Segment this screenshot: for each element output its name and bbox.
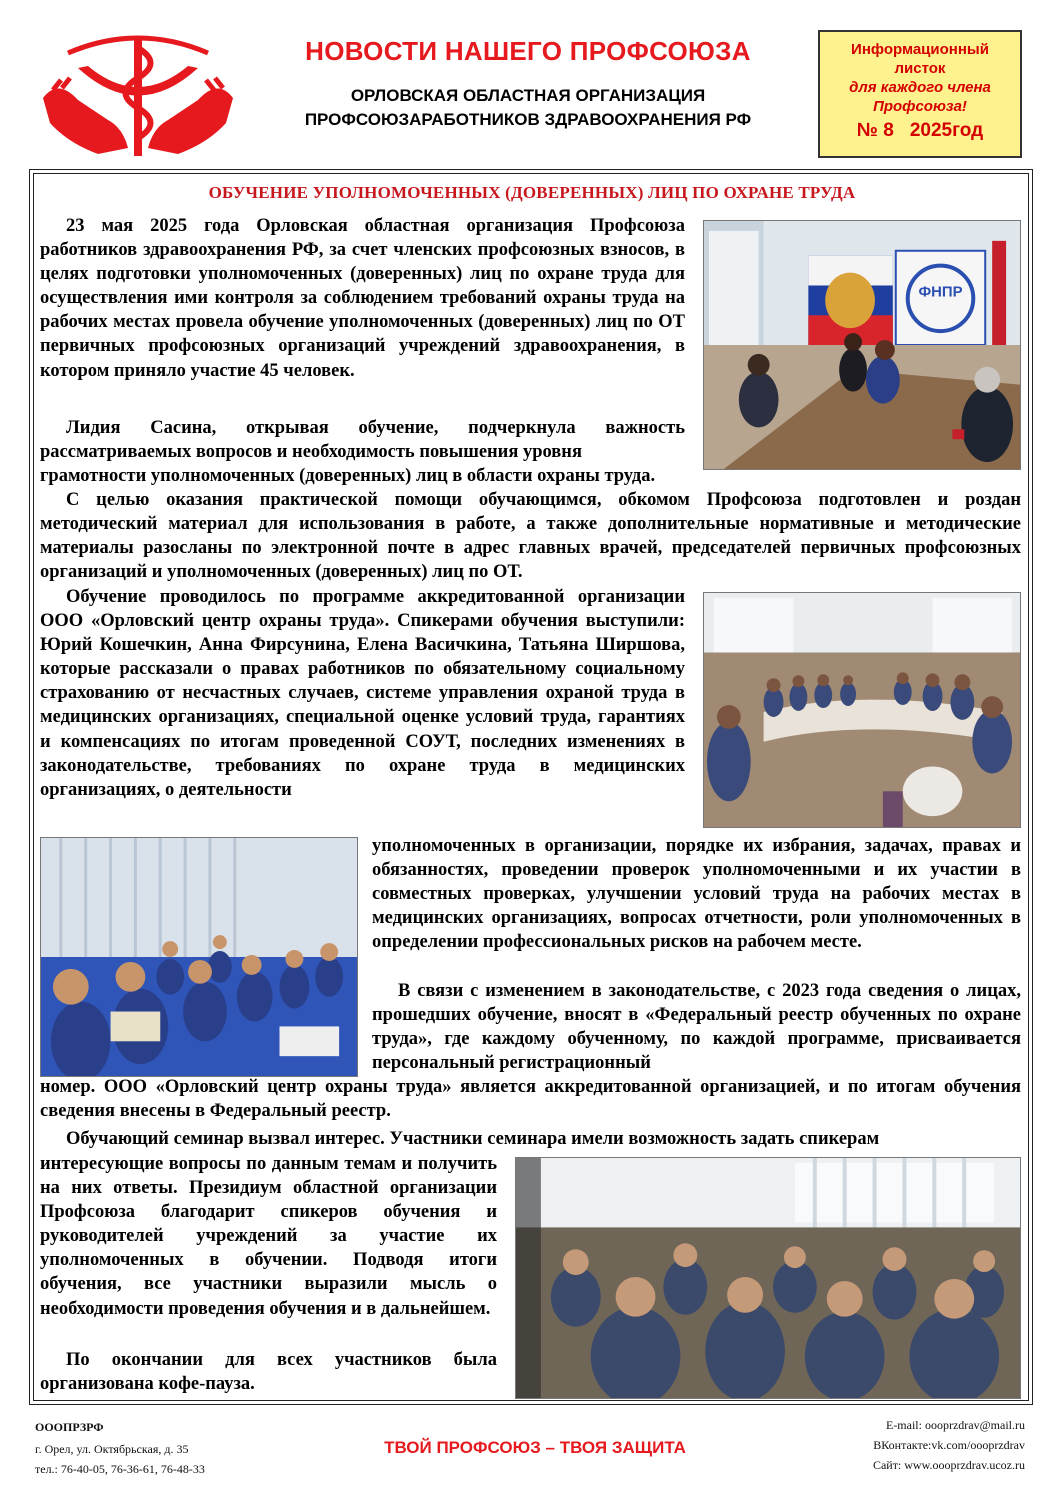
footer-vk-link: ВКонтакте:vk.com/oooprzdrav [873, 1438, 1025, 1452]
footer-org-name: ОООПРЗРФ [35, 1420, 104, 1434]
footer-site-link: Сайт: www.oooprzdrav.ucoz.ru [872, 1458, 1025, 1472]
paragraph-5b: номер. ООО «Орловский центр охраны труда» является аккредитованной организацией, и по итогам обучения сведения внесены в Федеральный реестр. [40, 1077, 1021, 1122]
paragraph-6a: Обучающий семинар вызвал интерес. Участники семинара имели возможность задать спикерам [66, 1129, 880, 1149]
footer-email: E-mail: oooprzdrav@mail.ru [885, 1418, 1025, 1432]
paragraph-1: 23 мая 2025 года Орловская областная организация Профсоюза работников здравоохранения РФ, за счет членских профсоюзных взносов, в целях подготовки уполномоченных (доверенных) лиц по охране труда для осуществления ими контроля за соблюдением требований охраны труда на рабочих местах провела обучение уполномоченных (доверенных) лиц по ОТ первичных профсоюзных организаций учреждений здравоохранения, в котором приняло участие 45 человек. [40, 216, 685, 381]
paragraph-3: С целью оказания практической помощи обучающимся, обкомом Профсоюза подготовлен и роздан методический материал для использования в работе, а также дополнительные нормативные и методические материалы разосланы по электронной почте в адрес главных врачей, председателей первичных профсоюзных организаций и уполномоченных (доверенных) лиц по ОТ. [40, 490, 1021, 583]
issue-number: № 8 [856, 120, 894, 141]
infobox-line3: для каждого члена [849, 79, 991, 96]
paragraph-5a: В связи с изменением в законодательстве, с 2023 года сведения о лицах, прошедших обучение, вносят в «Федеральный реестр обученных по охране труда», где каждому обученному, по каждой программе, присваивается персональный регистрационный [372, 981, 1021, 1074]
infobox-line2: листок [894, 60, 946, 77]
meeting-photo-presidium [703, 220, 1021, 470]
paragraph-4b: уполномоченных в организации, порядке их избрания, задачах, правах и обязанностях, проведении проверок уполномоченными и их участии в совместных проверках, улучшении условий труда на рабочих местах в медицинских организациях, вопросах отчетности, роли уполномоченных в определении профессиональных рисков на рабочем месте. [372, 836, 1021, 953]
seminar-audience-photo-3 [515, 1157, 1021, 1399]
issue-number-year [820, 118, 1020, 144]
organization-name-line2: ПРОФСОЮЗАРАБОТНИКОВ ЗДРАВООХРАНЕНИЯ РФ [304, 110, 752, 129]
paragraph-2b: грамотности уполномоченных (доверенных) лиц в области охраны труда. [40, 466, 656, 486]
footer-address: г. Орел, ул. Октябрьская, д. 35 [35, 1442, 189, 1456]
article-title: ОБУЧЕНИЕ УПОЛНОМОЧЕННЫХ (ДОВЕРЕННЫХ) ЛИЦ ПО ОХРАНЕ ТРУДА [208, 183, 856, 202]
footer-slogan: ТВОЙ ПРОФСОЮЗ – ТВОЯ ЗАЩИТА [384, 1438, 686, 1457]
fnpr-banner-text: ФНПР [918, 284, 963, 301]
newsletter-title: НОВОСТИ НАШЕГО ПРОФСОЮЗА [305, 36, 751, 66]
infobox-line4: Профсоюза! [873, 98, 967, 115]
paragraph-4a: Обучение проводилось по программе аккредитованной организации ООО «Орловский центр охраны труда». Спикерами обучения выступили: Юрий Кошечкин, Анна Фирсунина, Елена Васичкина, Татьяна Ширшова, которые рассказали о правах работников по обязательному социальному страхованию от несчастных случаев, системе управления охраной труда в медицинских организациях, специальной оценке условий труда, гарантиях и компенсациях по итогам проведенной СОУТ, последних изменениях в законодательстве, требованиях по охране труда в медицинских организациях, о деятельности [40, 587, 685, 800]
seminar-audience-photo-1 [703, 592, 1021, 828]
paragraph-6b: интересующие вопросы по данным темам и получить на них ответы. Президиум областной организации Профсоюза благодарит спикеров обучения и руководителей учреждений за участие их уполномоченных в обучении. Подводя итоги обучения, все участники выразили мысль о необходимости проведения обучения и в дальнейшем. [40, 1154, 497, 1319]
organization-name-line1: ОРЛОВСКАЯ ОБЛАСТНАЯ ОРГАНИЗАЦИЯ [350, 86, 706, 105]
footer-phones: тел.: 76-40-05, 76-36-61, 76-48-33 [35, 1462, 205, 1476]
issue-info-box [818, 30, 1022, 158]
seminar-audience-photo-2 [40, 837, 358, 1077]
paragraph-2a: Лидия Сасина, открывая обучение, подчеркнула важность рассматриваемых вопросов и необходимость повышения уровня [40, 418, 685, 463]
issue-year: 2025год [909, 120, 984, 141]
infobox-line1: Информационный [851, 41, 989, 58]
paragraph-7: По окончании для всех участников была организована кофе-пауза. [40, 1350, 497, 1395]
union-logo-icon [38, 28, 238, 163]
